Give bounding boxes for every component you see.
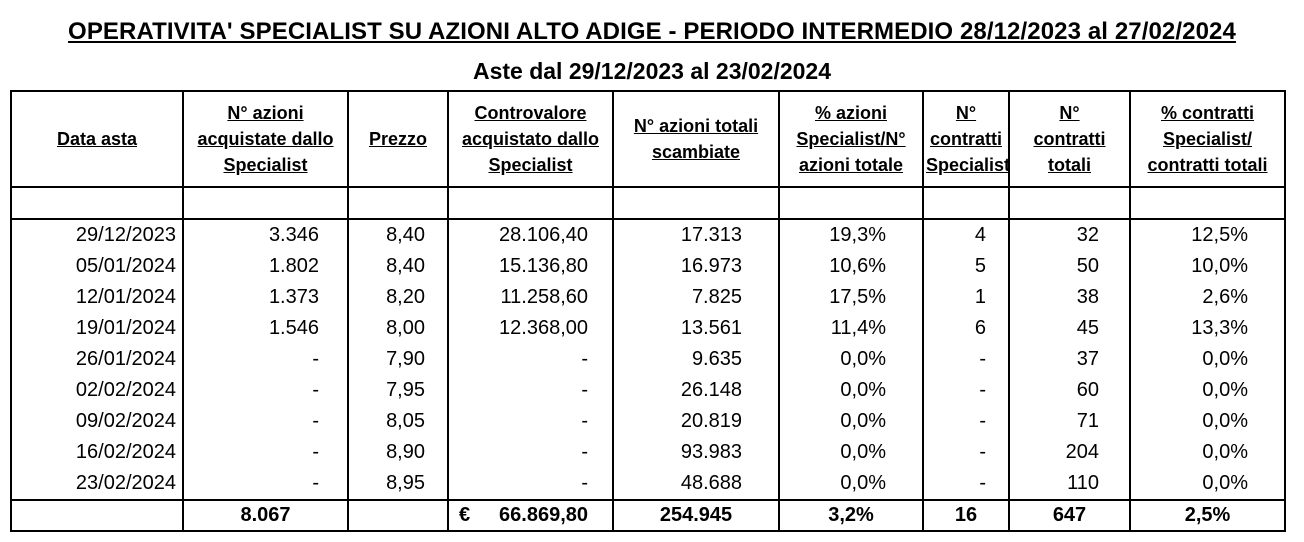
cell-pct-azioni: 19,3% xyxy=(779,219,923,251)
cell-azioni-acquistate: - xyxy=(183,344,348,375)
cell-azioni-acquistate: - xyxy=(183,437,348,468)
cell-prezzo: 8,90 xyxy=(348,437,448,468)
table-row xyxy=(11,437,1285,468)
header-azioni-totali xyxy=(613,91,779,187)
cell-pct-azioni: 0,0% xyxy=(779,406,923,437)
cell-controvalore: - xyxy=(448,406,613,437)
cell-azioni-totali: 26.148 xyxy=(613,375,779,406)
cell-pct-azioni: 10,6% xyxy=(779,251,923,282)
cell-prezzo: 8,40 xyxy=(348,251,448,282)
table-row xyxy=(11,468,1285,500)
header-line: Controvalore xyxy=(474,103,587,123)
cell-pct-contratti: 0,0% xyxy=(1130,344,1285,375)
cell-contratti-totali: 37 xyxy=(1009,344,1130,375)
cell-pct-contratti: 0,0% xyxy=(1130,375,1285,406)
cell-contratti-totali: 38 xyxy=(1009,282,1130,313)
cell-data-asta: 09/02/2024 xyxy=(11,406,183,437)
header-line: % azioni xyxy=(814,103,887,123)
spacer-row xyxy=(11,187,1285,219)
table-row xyxy=(11,282,1285,313)
cell-pct-contratti: 0,0% xyxy=(1130,406,1285,437)
cell-pct-contratti: 2,6% xyxy=(1130,282,1285,313)
cell-prezzo: 8,00 xyxy=(348,313,448,344)
cell-pct-contratti: 13,3% xyxy=(1130,313,1285,344)
cell-contratti-totali: 110 xyxy=(1009,468,1130,500)
header-line: contratti xyxy=(1033,129,1106,149)
header-line: acquistato dallo xyxy=(461,129,600,149)
table-row xyxy=(11,406,1285,437)
cell-contratti-specialist: - xyxy=(923,344,1009,375)
header-pct-azioni xyxy=(779,91,923,187)
cell-prezzo: 8,05 xyxy=(348,406,448,437)
cell-azioni-totali: 17.313 xyxy=(613,219,779,251)
total-controvalore-value: 66.869,80 xyxy=(499,504,588,526)
totals-section xyxy=(11,500,1285,531)
total-pct-contratti: 2,5% xyxy=(1130,500,1285,531)
cell-contratti-totali: 45 xyxy=(1009,313,1130,344)
cell-prezzo: 7,95 xyxy=(348,375,448,406)
header-line: contratti xyxy=(930,129,1002,149)
header-line: contratti totali xyxy=(1147,155,1268,175)
cell-contratti-specialist: 1 xyxy=(923,282,1009,313)
total-price xyxy=(348,500,448,531)
header-contratti-specialist xyxy=(923,91,1009,187)
cell-azioni-totali: 16.973 xyxy=(613,251,779,282)
header-line: Specialist/ xyxy=(1162,129,1253,149)
cell-data-asta: 26/01/2024 xyxy=(11,344,183,375)
header-prezzo xyxy=(348,91,448,187)
header-line: Specialist xyxy=(223,155,308,175)
cell-pct-contratti: 0,0% xyxy=(1130,468,1285,500)
header-line: N° xyxy=(1059,103,1080,123)
cell-data-asta: 29/12/2023 xyxy=(11,219,183,251)
cell-controvalore: 28.106,40 xyxy=(448,219,613,251)
cell-contratti-specialist: - xyxy=(923,468,1009,500)
cell-data-asta: 23/02/2024 xyxy=(11,468,183,500)
cell-controvalore: 11.258,60 xyxy=(448,282,613,313)
cell-azioni-acquistate: - xyxy=(183,468,348,500)
header-contratti-totali xyxy=(1009,91,1130,187)
header-line: % contratti xyxy=(1160,103,1254,123)
header-line: N° azioni xyxy=(227,103,304,123)
total-contratti-specialist: 16 xyxy=(923,500,1009,531)
cell-azioni-totali: 13.561 xyxy=(613,313,779,344)
cell-prezzo: 8,95 xyxy=(348,468,448,500)
header-line: Data asta xyxy=(56,129,138,149)
total-azioni-totali: 254.945 xyxy=(613,500,779,531)
cell-controvalore: - xyxy=(448,375,613,406)
header-line: N° xyxy=(955,103,977,123)
cell-contratti-specialist: 4 xyxy=(923,219,1009,251)
cell-contratti-totali: 50 xyxy=(1009,251,1130,282)
header-line: totali xyxy=(1048,155,1091,175)
cell-pct-azioni: 17,5% xyxy=(779,282,923,313)
cell-contratti-specialist: - xyxy=(923,406,1009,437)
table-body xyxy=(11,187,1285,219)
table-row xyxy=(11,375,1285,406)
totals-row xyxy=(11,500,1285,531)
cell-contratti-totali: 71 xyxy=(1009,406,1130,437)
cell-contratti-specialist: 6 xyxy=(923,313,1009,344)
cell-contratti-totali: 32 xyxy=(1009,219,1130,251)
total-controvalore xyxy=(448,500,613,531)
report-title: OPERATIVITA' SPECIALIST SU AZIONI ALTO ADIGE - PERIODO INTERMEDIO 28/12/2023 al 27/02/2024 xyxy=(68,18,1236,45)
cell-pct-contratti: 12,5% xyxy=(1130,219,1285,251)
total-pct-azioni: 3,2% xyxy=(779,500,923,531)
cell-data-asta: 02/02/2024 xyxy=(11,375,183,406)
header-azioni-acquistate xyxy=(183,91,348,187)
cell-prezzo: 8,20 xyxy=(348,282,448,313)
cell-azioni-acquistate: - xyxy=(183,406,348,437)
header-line: Specialist/N° xyxy=(796,129,906,149)
cell-controvalore: 12.368,00 xyxy=(448,313,613,344)
cell-azioni-acquistate: 1.373 xyxy=(183,282,348,313)
header-row xyxy=(11,91,1285,187)
cell-prezzo: 8,40 xyxy=(348,219,448,251)
cell-data-asta: 05/01/2024 xyxy=(11,251,183,282)
report-subtitle: Aste dal 29/12/2023 al 23/02/2024 xyxy=(472,58,832,84)
cell-pct-azioni: 0,0% xyxy=(779,344,923,375)
cell-controvalore: - xyxy=(448,344,613,375)
cell-prezzo: 7,90 xyxy=(348,344,448,375)
cell-pct-contratti: 0,0% xyxy=(1130,437,1285,468)
header-line: Prezzo xyxy=(368,129,428,149)
cell-contratti-specialist: 5 xyxy=(923,251,1009,282)
header-line: azioni totale xyxy=(798,155,903,175)
header-line: Specialist xyxy=(926,155,1011,175)
data-rows xyxy=(11,219,1285,500)
cell-azioni-totali: 9.635 xyxy=(613,344,779,375)
cell-pct-azioni: 11,4% xyxy=(779,313,923,344)
header-controvalore xyxy=(448,91,613,187)
cell-azioni-totali: 20.819 xyxy=(613,406,779,437)
table-row xyxy=(11,251,1285,282)
header-line: acquistate dallo xyxy=(197,129,334,149)
cell-data-asta: 16/02/2024 xyxy=(11,437,183,468)
cell-contratti-totali: 60 xyxy=(1009,375,1130,406)
cell-controvalore: - xyxy=(448,468,613,500)
cell-azioni-totali: 7.825 xyxy=(613,282,779,313)
header-line: N° azioni totali xyxy=(633,116,759,136)
cell-contratti-specialist: - xyxy=(923,437,1009,468)
table-row xyxy=(11,313,1285,344)
total-date xyxy=(11,500,183,531)
cell-contratti-specialist: - xyxy=(923,375,1009,406)
total-contratti-totali: 647 xyxy=(1009,500,1130,531)
cell-azioni-acquistate: 3.346 xyxy=(183,219,348,251)
cell-azioni-totali: 93.983 xyxy=(613,437,779,468)
cell-pct-azioni: 0,0% xyxy=(779,437,923,468)
cell-pct-contratti: 10,0% xyxy=(1130,251,1285,282)
header-line: Specialist xyxy=(488,155,573,175)
total-qty: 8.067 xyxy=(183,500,348,531)
table-row xyxy=(11,344,1285,375)
cell-controvalore: - xyxy=(448,437,613,468)
cell-contratti-totali: 204 xyxy=(1009,437,1130,468)
cell-pct-azioni: 0,0% xyxy=(779,375,923,406)
header-data-asta xyxy=(11,91,183,187)
specialist-table xyxy=(10,90,1286,532)
cell-controvalore: 15.136,80 xyxy=(448,251,613,282)
cell-azioni-totali: 48.688 xyxy=(613,468,779,500)
cell-azioni-acquistate: 1.802 xyxy=(183,251,348,282)
header-line: scambiate xyxy=(651,142,741,162)
table-row xyxy=(11,219,1285,251)
header-pct-contratti xyxy=(1130,91,1285,187)
cell-data-asta: 12/01/2024 xyxy=(11,282,183,313)
cell-azioni-acquistate: 1.546 xyxy=(183,313,348,344)
euro-symbol: € xyxy=(459,504,471,526)
cell-data-asta: 19/01/2024 xyxy=(11,313,183,344)
cell-pct-azioni: 0,0% xyxy=(779,468,923,500)
cell-azioni-acquistate: - xyxy=(183,375,348,406)
